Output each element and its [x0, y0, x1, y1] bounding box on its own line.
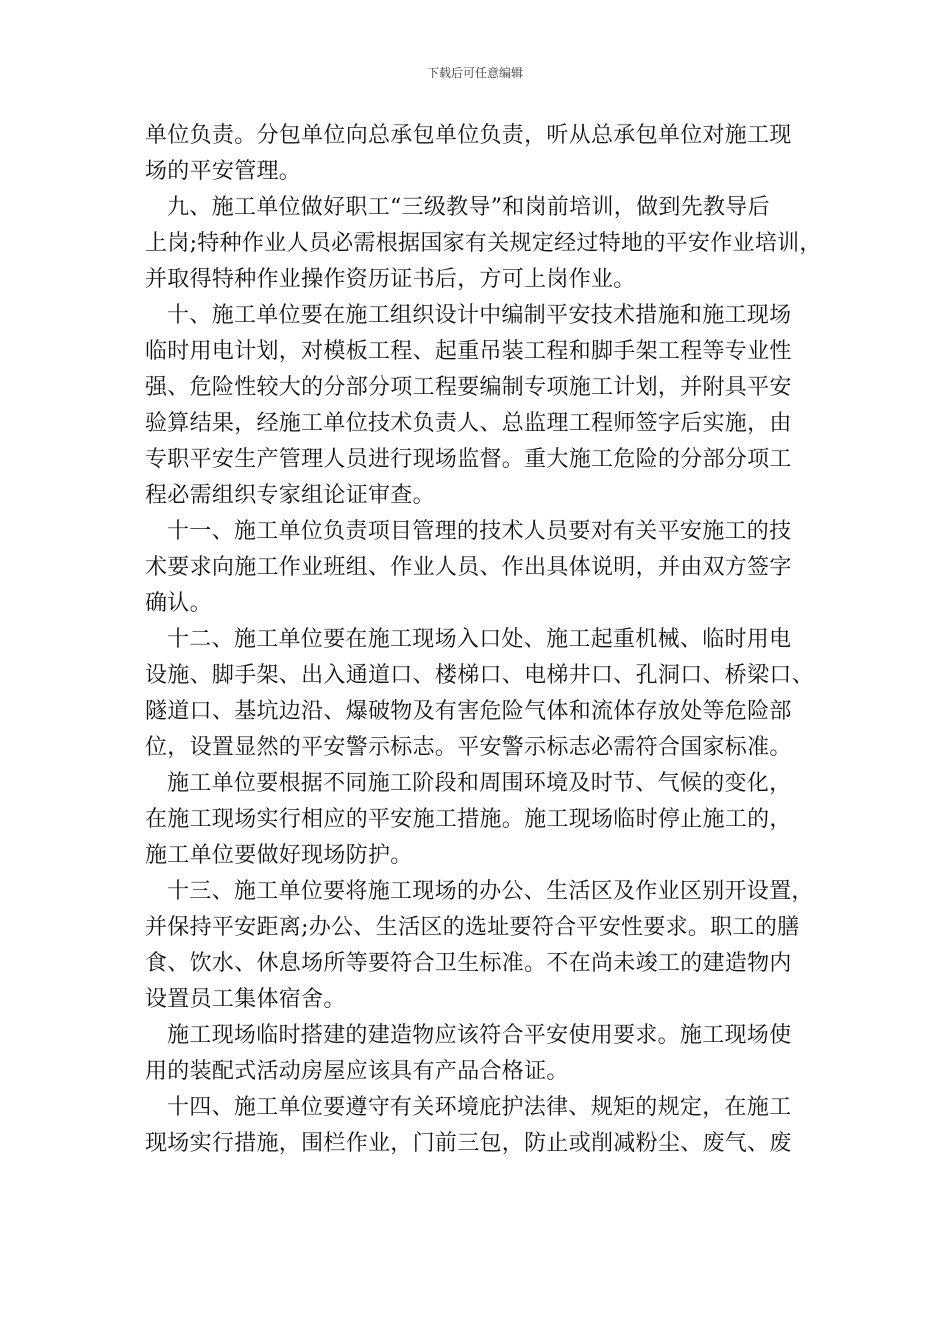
text-line: 在施工现场实行相应的平安施工措施。施工现场临时停止施工的， — [145, 807, 792, 832]
text-line: 隧道口、基坑边沿、爆破物及有害危险气体和流体存放处等危险部 — [145, 699, 792, 724]
text-line: 临时用电计划，对模板工程、起重吊装工程和脚手架工程等专业性 — [145, 339, 792, 364]
text-line: 十二、施工单位要在施工现场入口处、施工起重机械、临时用电 — [167, 627, 792, 652]
text-line: 九、施工单位做好职工“三级教导”和岗前培训，做到先教导后 — [167, 195, 770, 220]
text-line: 验算结果，经施工单位技术负责人、总监理工程师签字后实施，由 — [145, 411, 792, 436]
text-line: 施工单位要根据不同施工阶段和周围环境及时节、气候的变化， — [167, 771, 792, 796]
text-line: 十三、施工单位要将施工现场的办公、生活区及作业区别开设置， — [167, 879, 814, 904]
text-line: 十四、施工单位要遵守有关环境庇护法律、规矩的规定，在施工 — [167, 1095, 792, 1120]
text-line: 施工现场临时搭建的建造物应该符合平安使用要求。施工现场使 — [167, 1023, 792, 1048]
text-line: 设施、脚手架、出入通道口、楼梯口、电梯井口、孔洞口、桥梁口、 — [145, 663, 815, 688]
text-line: 食、饮水、休息场所等要符合卫生标准。不在尚未竣工的建造物内 — [145, 951, 792, 976]
text-line: 现场实行措施，围栏作业，门前三包，防止或削减粉尘、废气、废 — [145, 1131, 792, 1156]
text-line: 十、施工单位要在施工组织设计中编制平安技术措施和施工现场 — [167, 303, 792, 328]
text-line: 强、危险性较大的分部分项工程要编制专项施工计划，并附具平安 — [145, 375, 792, 400]
text-line: 并取得特种作业操作资历证书后，方可上岗作业。 — [145, 267, 636, 292]
text-line: 十一、施工单位负责项目管理的技术人员要对有关平安施工的技 — [167, 519, 792, 544]
text-line: 设置员工集体宿舍。 — [145, 987, 346, 1012]
text-line: 确认。 — [145, 591, 212, 616]
page-header: 下载后可任意编辑 — [426, 66, 523, 80]
text-line: 位，设置显然的平安警示标志。平安警示标志必需符合国家标准。 — [145, 735, 792, 760]
text-line: 施工单位要做好现场防护。 — [145, 843, 413, 868]
text-line: 用的装配式活动房屋应该具有产品合格证。 — [145, 1059, 569, 1084]
text-line: 场的平安管理。 — [145, 159, 302, 184]
text-line: 单位负责。分包单位向总承包单位负责，听从总承包单位对施工现 — [145, 123, 792, 148]
text-line: 术要求向施工作业班组、作业人员、作出具体说明，并由双方签字 — [145, 555, 792, 580]
text-line: 程必需组织专家组论证审查。 — [145, 483, 435, 508]
text-line: 上岗;特种作业人员必需根据国家有关规定经过特地的平安作业培训， — [145, 231, 822, 256]
document-body — [145, 118, 822, 1162]
text-line: 并保持平安距离;办公、生活区的选址要符合平安性要求。职工的膳 — [145, 915, 800, 940]
text-line: 专职平安生产管理人员进行现场监督。重大施工危险的分部分项工 — [145, 447, 792, 472]
